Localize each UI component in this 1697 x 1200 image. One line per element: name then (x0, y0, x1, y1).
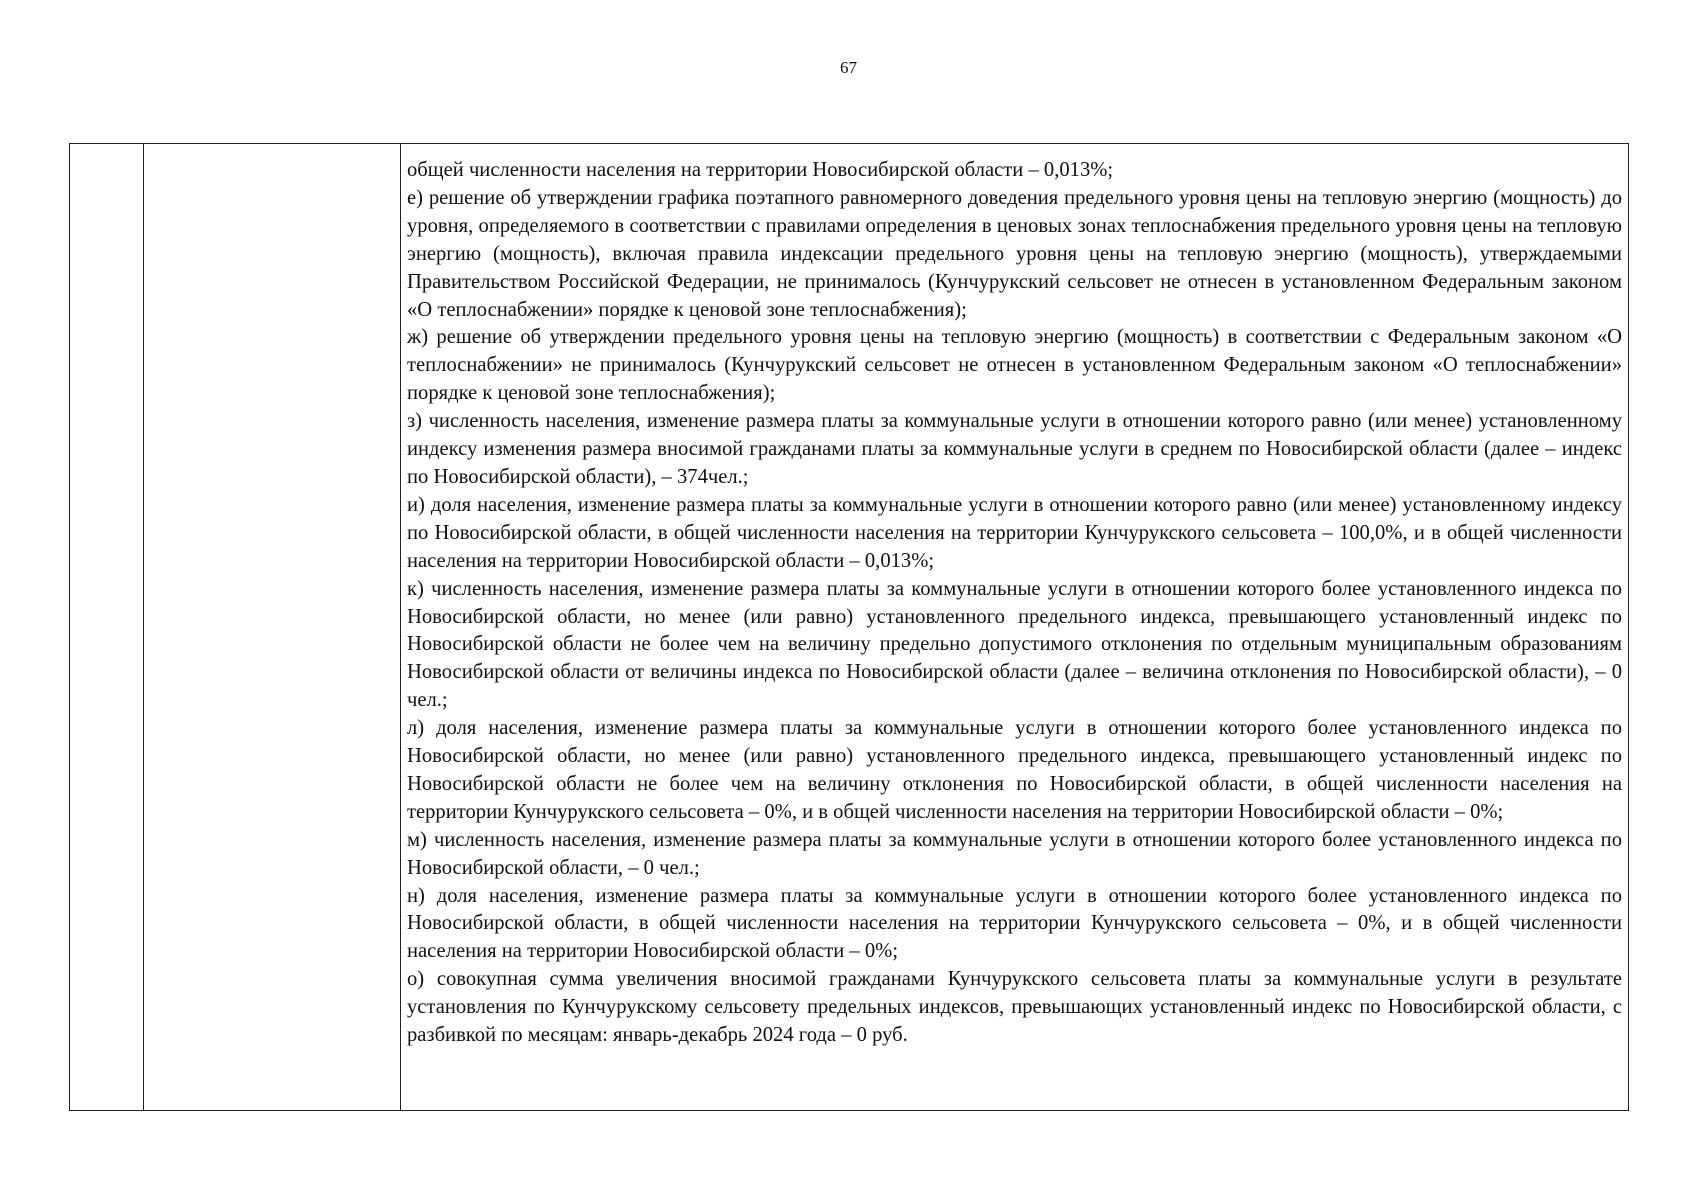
table-cell-indicator (144, 144, 401, 1111)
paragraph-item-o: о) совокупная сумма увеличения вносимой гражданами Кунчурукского сельсовета платы за коммунальные услуги в результате установления по Кунчурукскому сельсовету предельных индексов, превышающих установленный индекс по Новосибирской области, с разбивкой по месяцам: январь-декабрь 2024 года – 0 руб. (407, 968, 1622, 1047)
paragraph-item-z: з) численность населения, изменение размера платы за коммунальные услуги в отношении которого равно (или менее) установленному индексу изменения размера вносимой гражданами платы за коммунальные услуги в среднем по Новосибирской области (далее – индекс по Новосибирской области), – 374чел.; (407, 410, 1622, 488)
paragraph-item-zh: ж) решение об утверждении предельного уровня цены на тепловую энергию (мощность) в соответствии с Федеральным законом «О теплоснабжении» не принималось (Кунчурукский сельсовет не отнесен в установленном Федеральным законом «О теплоснабжении» порядке к ценовой зоне теплоснабжения); (407, 326, 1622, 405)
paragraph-continuation: общей численности населения на территории Новосибирской области – 0,013%; (407, 159, 1114, 181)
table-cell-number (70, 144, 144, 1111)
table-row (70, 144, 1629, 1111)
paragraph-item-m: м) численность населения, изменение размера платы за коммунальные услуги в отношении которого более установленного индекса по Новосибирской области, – 0 чел.; (407, 828, 1622, 879)
paragraph-item-e: е) решение об утверждении графика поэтапного равномерного доведения предельного уровня цены на тепловую энергию (мощность) до уровня, определяемого в соответствии с правилами определения в ценовых зонах теплоснабжения предельного уровня цены на тепловую энергию (мощность), включая правила индексации предельного уровня цены на тепловую энергию (мощность), утверждаемыми Правительством Российской Федерации, не принималось (Кунчурукский сельсовет не отнесен в установленном Федеральным законом «О теплоснабжении» порядке к ценовой зоне теплоснабжения); (407, 186, 1622, 321)
document-table (69, 143, 1629, 1111)
paragraph-item-n: н) доля населения, изменение размера платы за коммунальные услуги в отношении которого более установленного индекса по Новосибирской области, в общей численности населения на территории Кунчурукского сельсовета – 0%, и в общей численности населения на территории Новосибирской области – 0%; (407, 884, 1622, 963)
table-cell-content (401, 144, 1629, 1111)
content-text-block (401, 144, 1628, 1050)
paragraph-item-i: и) доля населения, изменение размера платы за коммунальные услуги в отношении которого равно (или менее) установленному индексу по Новосибирской области, в общей численности населения на территории Кунчурукского сельсовета – 100,0%, и в общей численности населения на территории Новосибирской области – 0,013%; (407, 493, 1622, 572)
paragraph-item-l: л) доля населения, изменение размера платы за коммунальные услуги в отношении которого более установленного индекса по Новосибирской области, но менее (или равно) установленного предельного индекса, превышающего установленный индекс по Новосибирской области не более чем на величину отклонения по Новосибирской области, в общей численности населения на территории Кунчурукского сельсовета – 0%, и в общей численности населения на территории Новосибирской области – 0%; (407, 717, 1622, 823)
paragraph-item-k: к) численность населения, изменение размера платы за коммунальные услуги в отношении которого более установленного индекса по Новосибирской области, но менее (или равно) установленного предельного индекса, превышающего установленный индекс по Новосибирской области не более чем на величину предельно допустимого отклонения по отдельным муниципальным образованиям Новосибирской области от величины индекса по Новосибирской области (далее – величина отклонения по Новосибирской области), – 0 чел.; (407, 577, 1622, 712)
page-number: 67 (840, 58, 857, 77)
